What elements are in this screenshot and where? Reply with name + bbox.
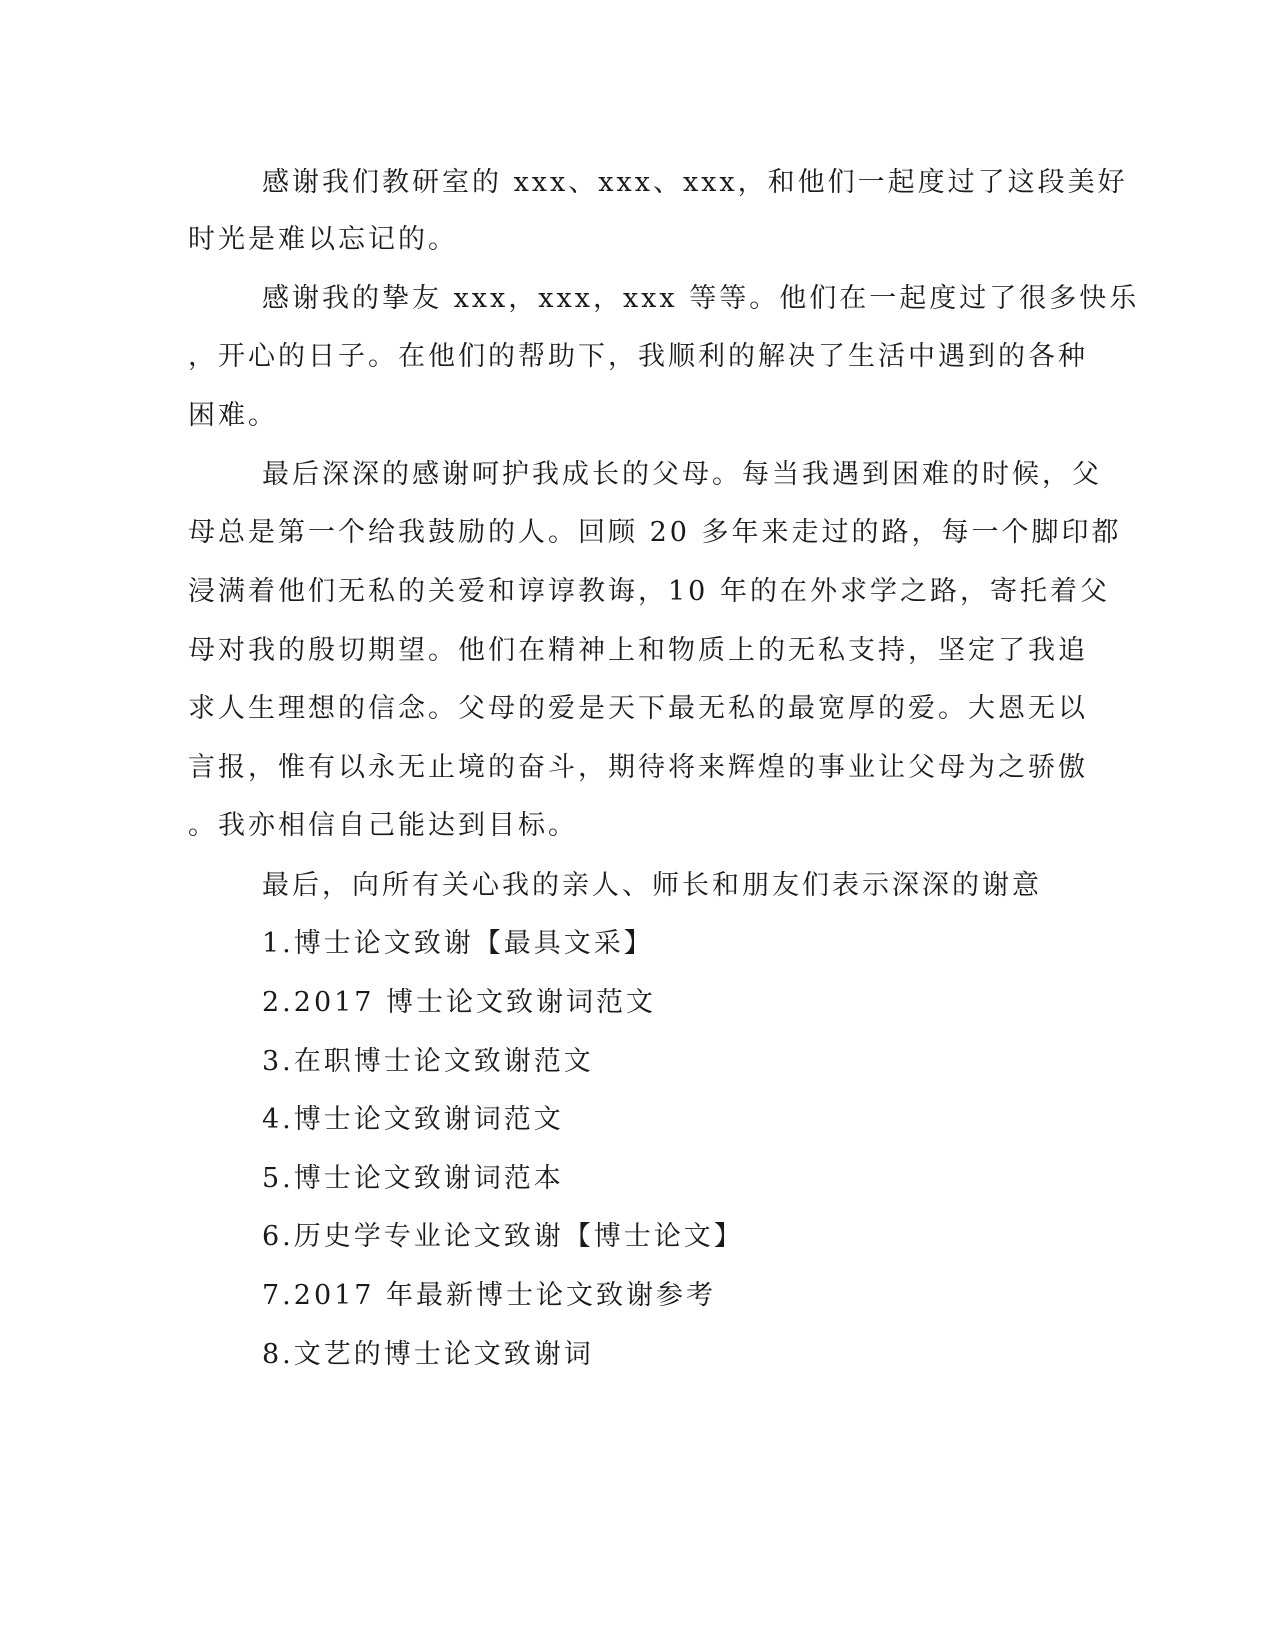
related-link-2[interactable]: 2.2017 博士论文致谢词范文: [262, 987, 657, 1018]
related-link-4[interactable]: 4.博士论文致谢词范文: [262, 1104, 564, 1135]
paragraph-teachers-line-2: 时光是难以忘记的。: [188, 224, 458, 255]
paragraph-parents-line-6: 言报，惟有以永无止境的奋斗，期待将来辉煌的事业让父母为之骄傲: [188, 752, 1088, 783]
paragraph-parents-line-1: 最后深深的感谢呵护我成长的父母。每当我遇到困难的时候，父: [262, 459, 1102, 490]
related-link-8[interactable]: 8.文艺的博士论文致谢词: [262, 1339, 594, 1370]
related-link-3[interactable]: 3.在职博士论文致谢范文: [262, 1046, 594, 1077]
paragraph-friends-line-1: 感谢我的挚友 xxx，xxx，xxx 等等。他们在一起度过了很多快乐: [262, 283, 1140, 314]
related-link-1[interactable]: 1.博士论文致谢【最具文采】: [262, 928, 654, 959]
paragraph-closing-line-1: 最后，向所有关心我的亲人、师长和朋友们表示深深的谢意: [262, 870, 1042, 901]
related-link-6[interactable]: 6.历史学专业论文致谢【博士论文】: [262, 1221, 744, 1252]
paragraph-parents-line-3: 浸满着他们无私的关爱和谆谆教诲，10 年的在外求学之路，寄托着父: [188, 576, 1110, 607]
paragraph-friends-line-2: ，开心的日子。在他们的帮助下，我顺利的解决了生活中遇到的各种: [188, 341, 1088, 372]
related-link-5[interactable]: 5.博士论文致谢词范本: [262, 1163, 564, 1194]
paragraph-parents-line-7: 。我亦相信自己能达到目标。: [188, 810, 578, 841]
related-link-7[interactable]: 7.2017 年最新博士论文致谢参考: [262, 1280, 717, 1311]
paragraph-parents-line-5: 求人生理想的信念。父母的爱是天下最无私的最宽厚的爱。大恩无以: [188, 693, 1088, 724]
paragraph-parents-line-2: 母总是第一个给我鼓励的人。回顾 20 多年来走过的路，每一个脚印都: [188, 517, 1122, 548]
paragraph-friends-line-3: 困难。: [188, 400, 278, 431]
paragraph-teachers-line-1: 感谢我们教研室的 xxx、xxx、xxx，和他们一起度过了这段美好: [262, 167, 1128, 198]
paragraph-parents-line-4: 母对我的殷切期望。他们在精神上和物质上的无私支持，坚定了我追: [188, 635, 1088, 666]
